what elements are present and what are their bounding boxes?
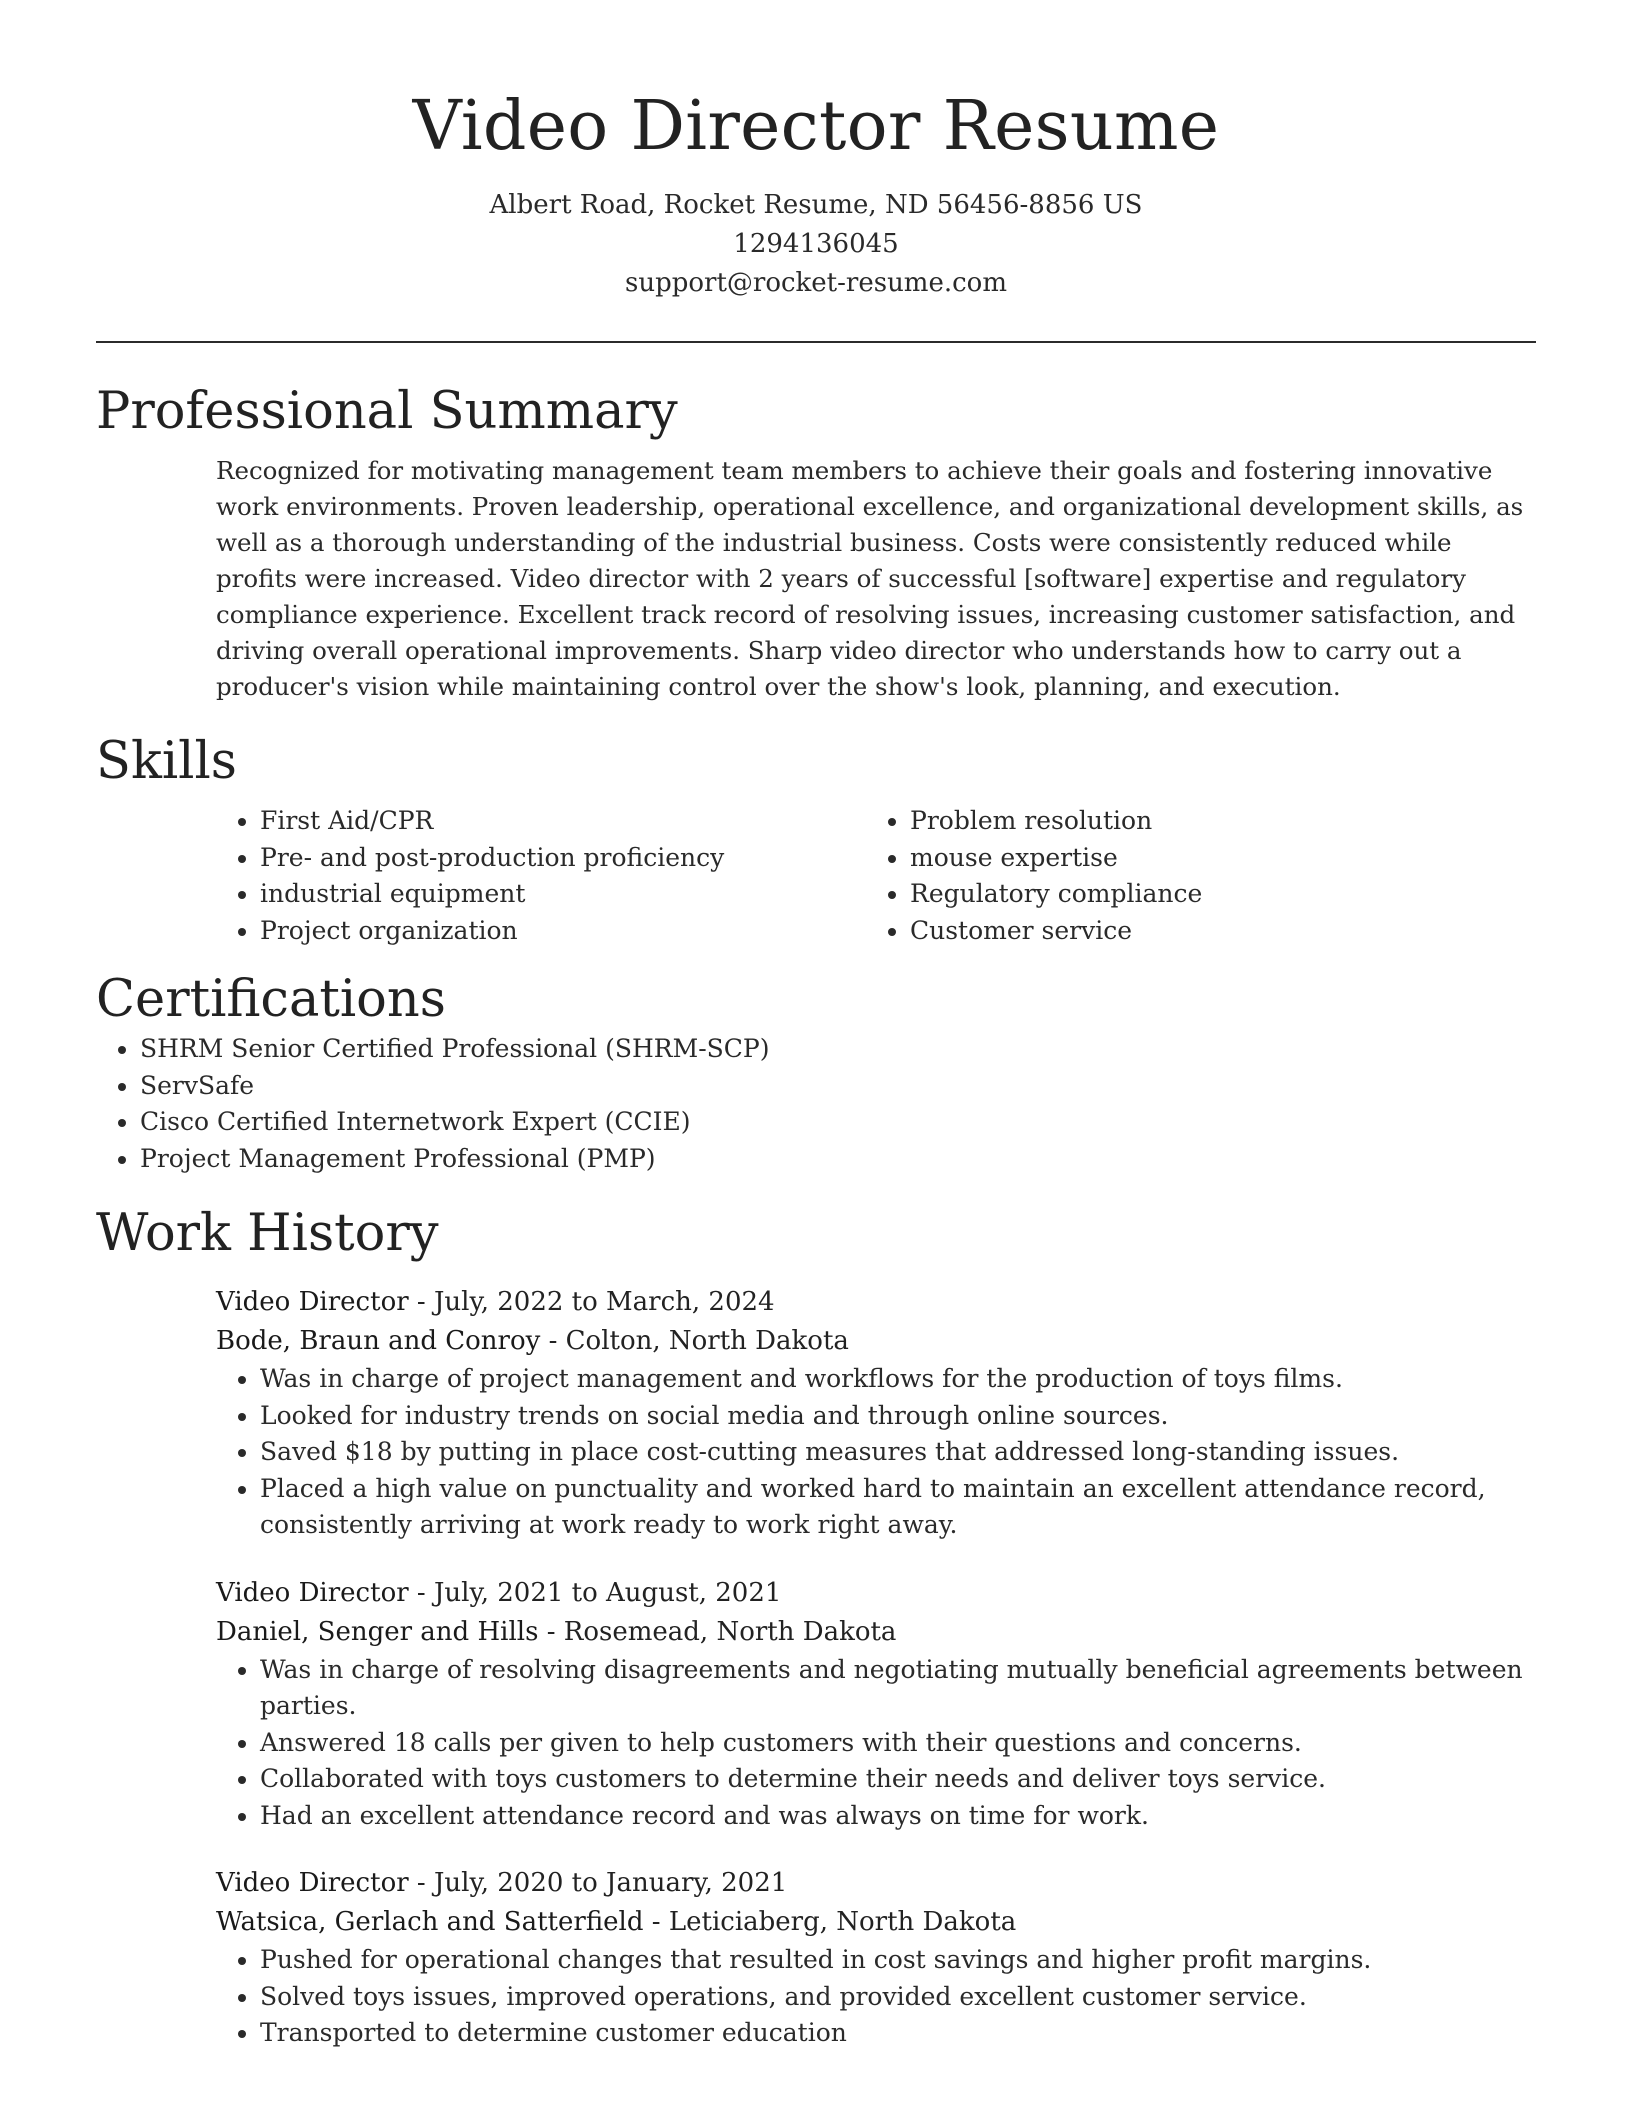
- job-company-line: Daniel, Senger and Hills - Rosemead, North Dakota: [216, 1616, 897, 1647]
- certifications-heading: Certifications: [96, 970, 446, 1029]
- job-duties-list: [96, 1361, 1536, 1544]
- job-company: Daniel, Senger and Hills: [216, 1616, 539, 1647]
- job-duty: • Had an excellent attendance record and was always on time for work.: [260, 1798, 1536, 1835]
- job-title-line: Video Director - July, 2021 to August, 2021: [216, 1577, 782, 1608]
- skills-list-right: [866, 803, 1516, 949]
- summary-section: [96, 381, 1536, 705]
- job-dates: July, 2021 to August, 2021: [433, 1577, 782, 1608]
- job-title: Video Director: [216, 1577, 409, 1608]
- skills-grid: [216, 803, 1536, 949]
- job-duty: • Collaborated with toys customers to determine their needs and deliver toys service.: [260, 1761, 1536, 1798]
- header-divider: [96, 341, 1536, 343]
- certifications-list: [96, 1031, 1536, 1177]
- skill-item: • Project organization: [260, 913, 866, 950]
- job-company: Bode, Braun and Conroy: [216, 1326, 541, 1356]
- job-duty: • Placed a high value on punctuality and worked hard to maintain an excellent attendance record, consistently arriving at work ready to work right away.: [260, 1471, 1536, 1544]
- skill-item: • Pre- and post-production proficiency: [260, 840, 866, 877]
- job-entry: [216, 1283, 1536, 1544]
- phone-line: 1294136045: [733, 229, 899, 259]
- job-duty: • Pushed for operational changes that resulted in cost savings and higher profit margins.: [260, 1942, 1536, 1979]
- skills-section: [96, 731, 1536, 949]
- job-title-line: Video Director - July, 2022 to March, 2024: [216, 1287, 775, 1317]
- job-entry: [216, 1864, 1536, 2052]
- skill-item: • industrial equipment: [260, 876, 866, 913]
- job-duty: • Solved toys issues, improved operations, and provided excellent customer service.: [260, 1979, 1536, 2016]
- skill-item: • Regulatory compliance: [910, 876, 1516, 913]
- skills-list-left: [216, 803, 866, 949]
- resume-page: [96, 0, 1536, 2052]
- skill-item: • Problem resolution: [910, 803, 1516, 840]
- summary-paragraph: Recognized for motivating management team members to achieve their goals and fostering innovative work environments. Proven leadership, operational excellence, and organizational development skills, as well as a thorough understanding of the industrial business. Costs were consistently reduced while profits were increased. Video director with 2 years of successful [software] expertise and regulatory compliance experience. Excellent track record of resolving issues, increasing customer satisfaction, and driving overall operational improvements. Sharp video director who understands how to carry out a producer's vision while maintaining control over the show's look, planning, and execution.: [216, 456, 1524, 701]
- work-history-section: [96, 1203, 1536, 2052]
- job-location: Rosemead, North Dakota: [563, 1616, 897, 1647]
- certification-item: • SHRM Senior Certified Professional (SHRM-SCP): [140, 1031, 1536, 1068]
- job-duty: • Was in charge of project management and workflows for the production of toys films.: [260, 1361, 1536, 1398]
- skill-item: • First Aid/CPR: [260, 803, 866, 840]
- job-duty: • Looked for industry trends on social media and through online sources.: [260, 1398, 1536, 1435]
- certification-item: • Project Management Professional (PMP): [140, 1141, 1536, 1178]
- certification-item: • ServSafe: [140, 1068, 1536, 1105]
- contact-info: [96, 186, 1536, 303]
- job-duty: • Answered 18 calls per given to help customers with their questions and concerns.: [260, 1725, 1536, 1762]
- job-title: Video Director: [216, 1287, 409, 1317]
- certifications-section: [96, 969, 1536, 1177]
- email-line: support@rocket-resume.com: [624, 268, 1007, 298]
- job-company: Watsica, Gerlach and Satterfield: [216, 1907, 644, 1937]
- job-location: Colton, North Dakota: [565, 1326, 849, 1356]
- skills-heading: Skills: [96, 732, 237, 791]
- summary-heading: Professional Summary: [96, 382, 678, 441]
- job-company-line: Bode, Braun and Conroy - Colton, North Dakota: [216, 1326, 849, 1356]
- job-title-line: Video Director - July, 2020 to January, 2021: [216, 1868, 788, 1898]
- certification-item: • Cisco Certified Internetwork Expert (CCIE): [140, 1104, 1536, 1141]
- skill-item: • Customer service: [910, 913, 1516, 950]
- job-duties-list: [96, 1652, 1536, 1835]
- job-company-line: Watsica, Gerlach and Satterfield - Leticiaberg, North Dakota: [216, 1907, 1017, 1937]
- job-duty: • Was in charge of resolving disagreements and negotiating mutually beneficial agreements between parties.: [260, 1652, 1536, 1725]
- resume-title: Video Director Resume: [412, 87, 1220, 166]
- job-dates: July, 2020 to January, 2021: [433, 1868, 788, 1898]
- work-history-heading: Work History: [96, 1204, 439, 1263]
- address-line: Albert Road, Rocket Resume, ND 56456-8856 US: [489, 190, 1143, 220]
- job-title: Video Director: [216, 1868, 409, 1898]
- job-duty: • Saved $18 by putting in place cost-cutting measures that addressed long-standing issues.: [260, 1434, 1536, 1471]
- resume-header: [96, 0, 1536, 303]
- job-dates: July, 2022 to March, 2024: [433, 1287, 775, 1317]
- job-duty: • Transported to determine customer education: [260, 2015, 1536, 2052]
- job-duties-list: [96, 1942, 1536, 2052]
- job-entry: [216, 1574, 1536, 1835]
- job-location: Leticiaberg, North Dakota: [668, 1907, 1017, 1937]
- skill-item: • mouse expertise: [910, 840, 1516, 877]
